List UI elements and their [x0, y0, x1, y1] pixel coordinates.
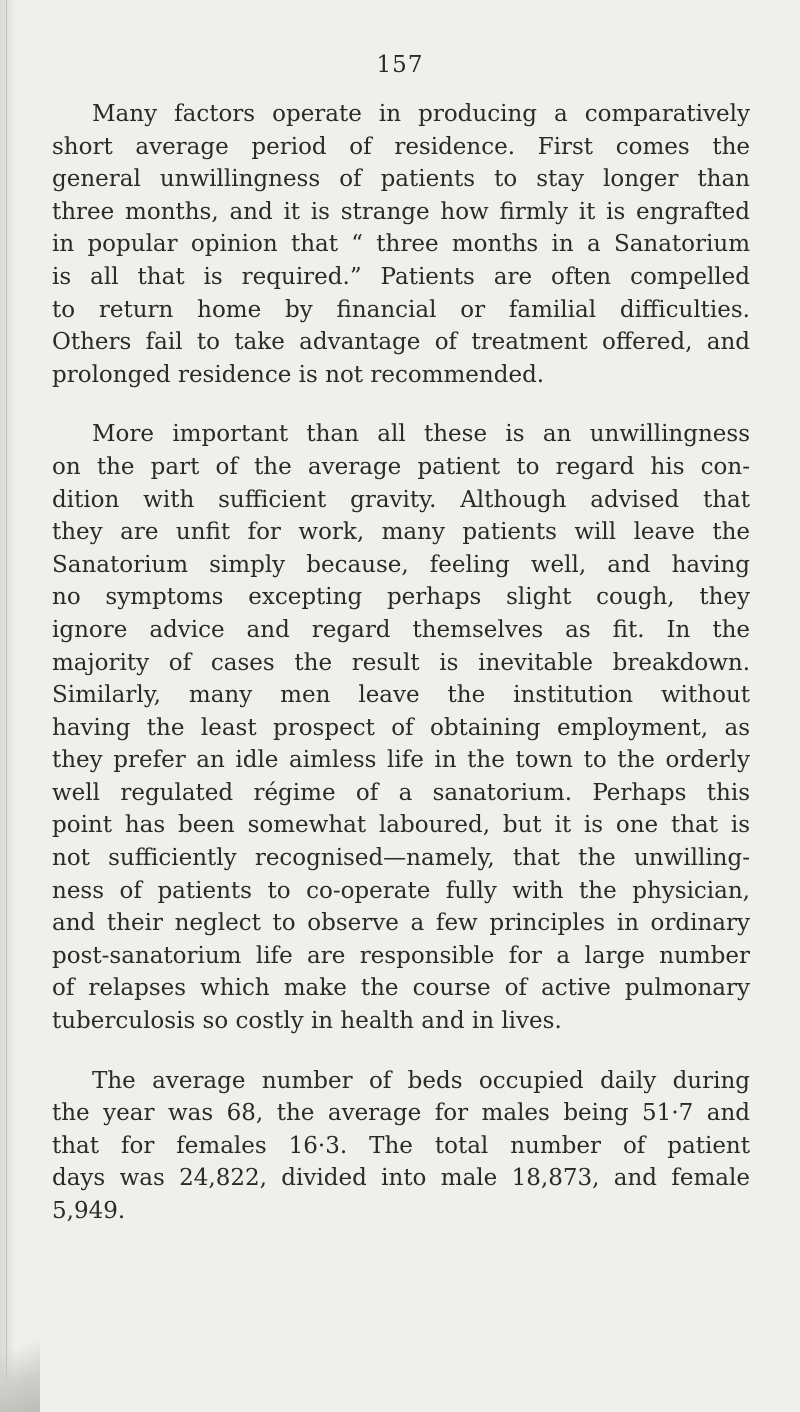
text-line: of relapses which make the course of active pulmonary: [52, 975, 750, 1002]
text-line: Others fail to take advantage of treatment offered, and: [52, 329, 750, 356]
page-binding-edge: [0, 0, 14, 1412]
paragraph-2: [52, 418, 750, 1037]
text-line: general unwillingness of patients to stay longer than: [52, 166, 750, 193]
text-line: 5,949.: [52, 1198, 126, 1224]
text-line: having the least prospect of obtaining employment, as: [52, 714, 750, 741]
page-number: 157: [376, 52, 424, 78]
text-line: to return home by financial or familial difficulties.: [52, 296, 750, 323]
text-line: days was 24,822, divided into male 18,873, and female: [52, 1165, 750, 1192]
text-line: they are unfit for work, many patients will leave the: [52, 519, 750, 546]
text-line: tuberculosis so costly in health and in lives.: [52, 1008, 562, 1035]
page-corner-shadow: [0, 1302, 40, 1412]
text-line: the year was 68, the average for males being 51·7 and: [52, 1100, 750, 1127]
text-line: not sufficiently recognised—namely, that the unwilling-: [52, 845, 750, 872]
text-line: no symptoms excepting perhaps slight cough, they: [52, 584, 750, 611]
text-line: short average period of residence. First comes the: [52, 133, 750, 160]
text-line: well regulated régime of a sanatorium. Perhaps this: [52, 779, 750, 806]
text-line: and their neglect to observe a few principles in ordinary: [52, 910, 750, 937]
text-line: The average number of beds occupied daily during: [92, 1067, 750, 1094]
body-text: [52, 98, 750, 1255]
text-line: Similarly, many men leave the institution without: [52, 682, 750, 709]
text-line: they prefer an idle aimless life in the town to the orderly: [52, 747, 750, 774]
text-line: prolonged residence is not recommended.: [52, 361, 545, 388]
text-line: ness of patients to co-operate fully with the physician,: [52, 877, 750, 904]
text-line: is all that is required.” Patients are often compelled: [52, 263, 750, 290]
text-line: ignore advice and regard themselves as fit. In the: [52, 616, 750, 643]
paragraph-3: [52, 1065, 750, 1228]
text-line: Sanatorium simply because, feeling well, and having: [52, 551, 750, 578]
text-line: Many factors operate in producing a comparatively: [92, 101, 750, 127]
text-line: that for females 16·3. The total number of patient: [52, 1132, 750, 1159]
text-line: three months, and it is strange how firmly it is engrafted: [52, 198, 750, 225]
text-line: dition with sufficient gravity. Although advised that: [52, 486, 750, 513]
text-line: on the part of the average patient to regard his con-: [52, 453, 750, 480]
text-line: in popular opinion that “ three months in a Sanatorium: [52, 231, 750, 258]
paragraph-1: [52, 98, 750, 391]
text-line: More important than all these is an unwillingness: [92, 421, 750, 448]
text-line: majority of cases the result is inevitable breakdown.: [52, 649, 750, 676]
text-line: post-sanatorium life are responsible for a large number: [52, 942, 750, 969]
text-line: point has been somewhat laboured, but it is one that is: [52, 812, 750, 839]
